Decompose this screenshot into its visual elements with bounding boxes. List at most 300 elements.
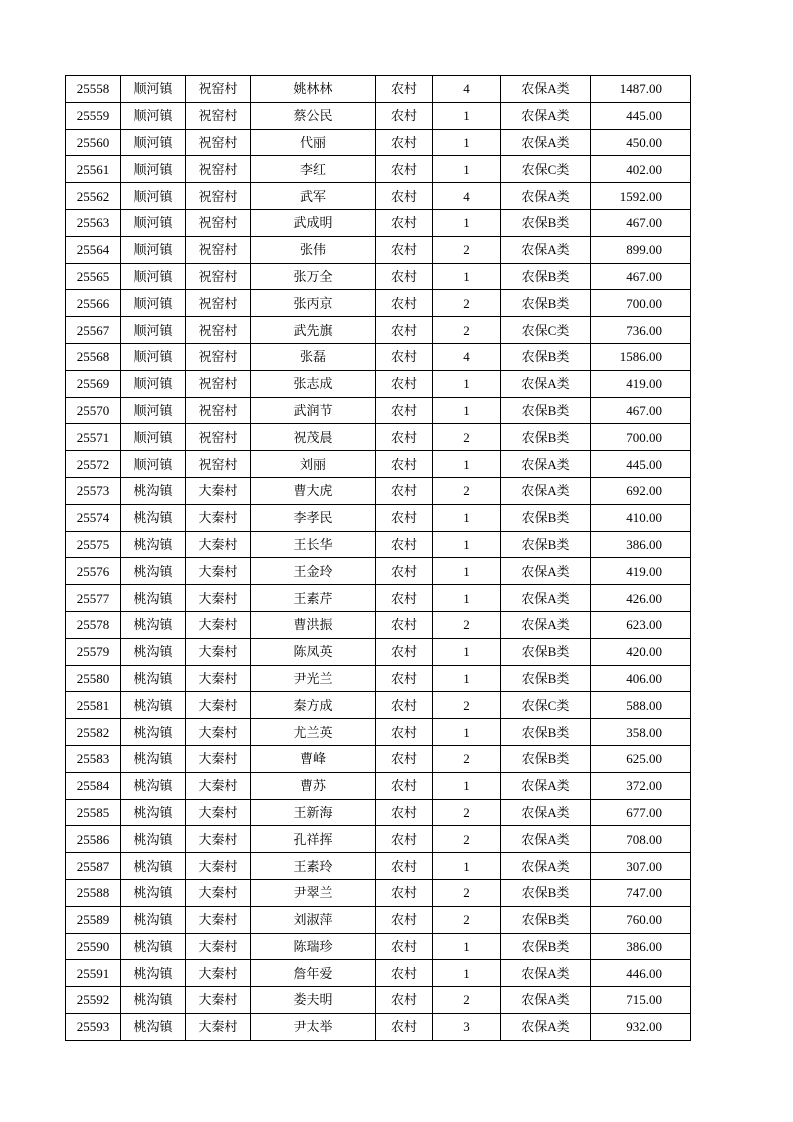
area-type-cell: 农村 bbox=[376, 263, 433, 290]
town-cell: 桃沟镇 bbox=[121, 692, 186, 719]
count-cell: 2 bbox=[433, 290, 501, 317]
town-cell: 桃沟镇 bbox=[121, 504, 186, 531]
table-row bbox=[66, 772, 691, 799]
count-cell: 1 bbox=[433, 370, 501, 397]
table-row bbox=[66, 558, 691, 585]
record-id-cell: 25569 bbox=[66, 370, 121, 397]
insurance-category-cell: 农保A类 bbox=[501, 370, 591, 397]
village-cell: 大秦村 bbox=[186, 477, 251, 504]
town-cell: 桃沟镇 bbox=[121, 853, 186, 880]
insurance-category-cell: 农保B类 bbox=[501, 263, 591, 290]
town-cell: 桃沟镇 bbox=[121, 477, 186, 504]
insurance-category-cell: 农保A类 bbox=[501, 558, 591, 585]
count-cell: 1 bbox=[433, 129, 501, 156]
person-name-cell: 王金玲 bbox=[251, 558, 376, 585]
amount-cell: 467.00 bbox=[591, 397, 691, 424]
amount-cell: 426.00 bbox=[591, 585, 691, 612]
insurance-category-cell: 农保A类 bbox=[501, 129, 591, 156]
table-row bbox=[66, 156, 691, 183]
count-cell: 1 bbox=[433, 504, 501, 531]
table-row bbox=[66, 531, 691, 558]
insurance-category-cell: 农保B类 bbox=[501, 879, 591, 906]
area-type-cell: 农村 bbox=[376, 504, 433, 531]
count-cell: 1 bbox=[433, 209, 501, 236]
town-cell: 顺河镇 bbox=[121, 263, 186, 290]
record-id-cell: 25561 bbox=[66, 156, 121, 183]
record-id-cell: 25585 bbox=[66, 799, 121, 826]
person-name-cell: 武先旗 bbox=[251, 317, 376, 344]
area-type-cell: 农村 bbox=[376, 102, 433, 129]
person-name-cell: 曹峰 bbox=[251, 745, 376, 772]
area-type-cell: 农村 bbox=[376, 799, 433, 826]
town-cell: 桃沟镇 bbox=[121, 960, 186, 987]
person-name-cell: 祝茂晨 bbox=[251, 424, 376, 451]
count-cell: 1 bbox=[433, 451, 501, 478]
person-name-cell: 尹翠兰 bbox=[251, 879, 376, 906]
record-id-cell: 25562 bbox=[66, 183, 121, 210]
insurance-category-cell: 农保B类 bbox=[501, 531, 591, 558]
area-type-cell: 农村 bbox=[376, 558, 433, 585]
person-name-cell: 曹苏 bbox=[251, 772, 376, 799]
area-type-cell: 农村 bbox=[376, 745, 433, 772]
town-cell: 顺河镇 bbox=[121, 129, 186, 156]
village-cell: 大秦村 bbox=[186, 987, 251, 1014]
table-row bbox=[66, 879, 691, 906]
amount-cell: 446.00 bbox=[591, 960, 691, 987]
insurance-category-cell: 农保B类 bbox=[501, 424, 591, 451]
count-cell: 4 bbox=[433, 343, 501, 370]
table-row bbox=[66, 129, 691, 156]
person-name-cell: 娄夫明 bbox=[251, 987, 376, 1014]
area-type-cell: 农村 bbox=[376, 156, 433, 183]
person-name-cell: 尹太举 bbox=[251, 1013, 376, 1040]
area-type-cell: 农村 bbox=[376, 719, 433, 746]
area-type-cell: 农村 bbox=[376, 129, 433, 156]
record-id-cell: 25592 bbox=[66, 987, 121, 1014]
village-cell: 祝窑村 bbox=[186, 317, 251, 344]
amount-cell: 410.00 bbox=[591, 504, 691, 531]
record-id-cell: 25578 bbox=[66, 611, 121, 638]
record-id-cell: 25589 bbox=[66, 906, 121, 933]
area-type-cell: 农村 bbox=[376, 397, 433, 424]
record-id-cell: 25576 bbox=[66, 558, 121, 585]
village-cell: 大秦村 bbox=[186, 772, 251, 799]
amount-cell: 760.00 bbox=[591, 906, 691, 933]
area-type-cell: 农村 bbox=[376, 933, 433, 960]
town-cell: 顺河镇 bbox=[121, 156, 186, 183]
village-cell: 祝窑村 bbox=[186, 263, 251, 290]
village-cell: 祝窑村 bbox=[186, 343, 251, 370]
table-row bbox=[66, 183, 691, 210]
village-cell: 祝窑村 bbox=[186, 370, 251, 397]
village-cell: 大秦村 bbox=[186, 558, 251, 585]
amount-cell: 1592.00 bbox=[591, 183, 691, 210]
record-id-cell: 25559 bbox=[66, 102, 121, 129]
amount-cell: 588.00 bbox=[591, 692, 691, 719]
count-cell: 1 bbox=[433, 156, 501, 183]
record-id-cell: 25593 bbox=[66, 1013, 121, 1040]
area-type-cell: 农村 bbox=[376, 826, 433, 853]
amount-cell: 700.00 bbox=[591, 424, 691, 451]
area-type-cell: 农村 bbox=[376, 76, 433, 103]
count-cell: 2 bbox=[433, 236, 501, 263]
village-cell: 大秦村 bbox=[186, 960, 251, 987]
area-type-cell: 农村 bbox=[376, 638, 433, 665]
record-id-cell: 25574 bbox=[66, 504, 121, 531]
insurance-category-cell: 农保A类 bbox=[501, 960, 591, 987]
record-id-cell: 25580 bbox=[66, 665, 121, 692]
village-cell: 祝窑村 bbox=[186, 290, 251, 317]
town-cell: 桃沟镇 bbox=[121, 638, 186, 665]
town-cell: 桃沟镇 bbox=[121, 879, 186, 906]
town-cell: 桃沟镇 bbox=[121, 665, 186, 692]
person-name-cell: 陈凤英 bbox=[251, 638, 376, 665]
village-cell: 大秦村 bbox=[186, 531, 251, 558]
village-cell: 大秦村 bbox=[186, 906, 251, 933]
person-name-cell: 曹大虎 bbox=[251, 477, 376, 504]
insurance-category-cell: 农保B类 bbox=[501, 290, 591, 317]
insurance-category-cell: 农保A类 bbox=[501, 611, 591, 638]
village-cell: 祝窑村 bbox=[186, 76, 251, 103]
town-cell: 顺河镇 bbox=[121, 209, 186, 236]
person-name-cell: 张丙京 bbox=[251, 290, 376, 317]
person-name-cell: 姚林林 bbox=[251, 76, 376, 103]
record-id-cell: 25558 bbox=[66, 76, 121, 103]
insurance-category-cell: 农保B类 bbox=[501, 665, 591, 692]
count-cell: 1 bbox=[433, 397, 501, 424]
town-cell: 桃沟镇 bbox=[121, 772, 186, 799]
table-row bbox=[66, 745, 691, 772]
person-name-cell: 曹洪振 bbox=[251, 611, 376, 638]
village-cell: 祝窑村 bbox=[186, 183, 251, 210]
count-cell: 2 bbox=[433, 879, 501, 906]
table-row bbox=[66, 477, 691, 504]
table-row bbox=[66, 826, 691, 853]
table-row bbox=[66, 102, 691, 129]
person-name-cell: 王素玲 bbox=[251, 853, 376, 880]
village-cell: 大秦村 bbox=[186, 853, 251, 880]
town-cell: 桃沟镇 bbox=[121, 799, 186, 826]
insurance-category-cell: 农保A类 bbox=[501, 477, 591, 504]
village-cell: 祝窑村 bbox=[186, 424, 251, 451]
person-name-cell: 代丽 bbox=[251, 129, 376, 156]
table-row bbox=[66, 665, 691, 692]
record-id-cell: 25564 bbox=[66, 236, 121, 263]
count-cell: 2 bbox=[433, 692, 501, 719]
amount-cell: 467.00 bbox=[591, 209, 691, 236]
records-table bbox=[65, 75, 691, 1041]
count-cell: 2 bbox=[433, 799, 501, 826]
village-cell: 祝窑村 bbox=[186, 129, 251, 156]
record-id-cell: 25568 bbox=[66, 343, 121, 370]
records-table-body bbox=[66, 76, 691, 1041]
person-name-cell: 秦方成 bbox=[251, 692, 376, 719]
person-name-cell: 武润节 bbox=[251, 397, 376, 424]
village-cell: 祝窑村 bbox=[186, 209, 251, 236]
person-name-cell: 王新海 bbox=[251, 799, 376, 826]
amount-cell: 307.00 bbox=[591, 853, 691, 880]
village-cell: 祝窑村 bbox=[186, 451, 251, 478]
record-id-cell: 25571 bbox=[66, 424, 121, 451]
person-name-cell: 武军 bbox=[251, 183, 376, 210]
table-row bbox=[66, 1013, 691, 1040]
record-id-cell: 25591 bbox=[66, 960, 121, 987]
person-name-cell: 刘丽 bbox=[251, 451, 376, 478]
record-id-cell: 25565 bbox=[66, 263, 121, 290]
village-cell: 大秦村 bbox=[186, 585, 251, 612]
table-row bbox=[66, 397, 691, 424]
count-cell: 2 bbox=[433, 424, 501, 451]
record-id-cell: 25566 bbox=[66, 290, 121, 317]
insurance-category-cell: 农保C类 bbox=[501, 692, 591, 719]
count-cell: 1 bbox=[433, 719, 501, 746]
village-cell: 大秦村 bbox=[186, 933, 251, 960]
town-cell: 顺河镇 bbox=[121, 343, 186, 370]
count-cell: 2 bbox=[433, 906, 501, 933]
insurance-category-cell: 农保B类 bbox=[501, 933, 591, 960]
count-cell: 1 bbox=[433, 558, 501, 585]
town-cell: 桃沟镇 bbox=[121, 933, 186, 960]
insurance-category-cell: 农保A类 bbox=[501, 183, 591, 210]
person-name-cell: 王素芹 bbox=[251, 585, 376, 612]
table-row bbox=[66, 451, 691, 478]
table-row bbox=[66, 504, 691, 531]
village-cell: 大秦村 bbox=[186, 692, 251, 719]
record-id-cell: 25579 bbox=[66, 638, 121, 665]
village-cell: 大秦村 bbox=[186, 826, 251, 853]
count-cell: 1 bbox=[433, 665, 501, 692]
count-cell: 1 bbox=[433, 638, 501, 665]
insurance-category-cell: 农保B类 bbox=[501, 397, 591, 424]
area-type-cell: 农村 bbox=[376, 1013, 433, 1040]
amount-cell: 932.00 bbox=[591, 1013, 691, 1040]
amount-cell: 445.00 bbox=[591, 451, 691, 478]
person-name-cell: 李红 bbox=[251, 156, 376, 183]
table-row bbox=[66, 585, 691, 612]
count-cell: 2 bbox=[433, 477, 501, 504]
town-cell: 桃沟镇 bbox=[121, 558, 186, 585]
table-row bbox=[66, 209, 691, 236]
count-cell: 2 bbox=[433, 745, 501, 772]
person-name-cell: 陈瑞珍 bbox=[251, 933, 376, 960]
amount-cell: 692.00 bbox=[591, 477, 691, 504]
count-cell: 3 bbox=[433, 1013, 501, 1040]
area-type-cell: 农村 bbox=[376, 236, 433, 263]
town-cell: 顺河镇 bbox=[121, 236, 186, 263]
area-type-cell: 农村 bbox=[376, 370, 433, 397]
amount-cell: 419.00 bbox=[591, 558, 691, 585]
count-cell: 1 bbox=[433, 531, 501, 558]
person-name-cell: 张万全 bbox=[251, 263, 376, 290]
record-id-cell: 25582 bbox=[66, 719, 121, 746]
table-row bbox=[66, 853, 691, 880]
area-type-cell: 农村 bbox=[376, 692, 433, 719]
area-type-cell: 农村 bbox=[376, 772, 433, 799]
record-id-cell: 25583 bbox=[66, 745, 121, 772]
record-id-cell: 25587 bbox=[66, 853, 121, 880]
person-name-cell: 詹年爱 bbox=[251, 960, 376, 987]
table-row bbox=[66, 611, 691, 638]
amount-cell: 372.00 bbox=[591, 772, 691, 799]
table-row bbox=[66, 236, 691, 263]
amount-cell: 450.00 bbox=[591, 129, 691, 156]
town-cell: 顺河镇 bbox=[121, 317, 186, 344]
count-cell: 1 bbox=[433, 960, 501, 987]
town-cell: 桃沟镇 bbox=[121, 611, 186, 638]
table-row bbox=[66, 317, 691, 344]
village-cell: 祝窑村 bbox=[186, 397, 251, 424]
amount-cell: 1487.00 bbox=[591, 76, 691, 103]
person-name-cell: 尤兰英 bbox=[251, 719, 376, 746]
area-type-cell: 农村 bbox=[376, 424, 433, 451]
amount-cell: 406.00 bbox=[591, 665, 691, 692]
person-name-cell: 蔡公民 bbox=[251, 102, 376, 129]
area-type-cell: 农村 bbox=[376, 451, 433, 478]
village-cell: 大秦村 bbox=[186, 1013, 251, 1040]
table-row bbox=[66, 987, 691, 1014]
record-id-cell: 25560 bbox=[66, 129, 121, 156]
village-cell: 大秦村 bbox=[186, 665, 251, 692]
amount-cell: 1586.00 bbox=[591, 343, 691, 370]
count-cell: 4 bbox=[433, 76, 501, 103]
record-id-cell: 25577 bbox=[66, 585, 121, 612]
amount-cell: 386.00 bbox=[591, 933, 691, 960]
area-type-cell: 农村 bbox=[376, 665, 433, 692]
town-cell: 顺河镇 bbox=[121, 424, 186, 451]
count-cell: 1 bbox=[433, 853, 501, 880]
person-name-cell: 尹光兰 bbox=[251, 665, 376, 692]
amount-cell: 467.00 bbox=[591, 263, 691, 290]
count-cell: 4 bbox=[433, 183, 501, 210]
table-row bbox=[66, 76, 691, 103]
town-cell: 顺河镇 bbox=[121, 290, 186, 317]
town-cell: 顺河镇 bbox=[121, 102, 186, 129]
town-cell: 桃沟镇 bbox=[121, 987, 186, 1014]
insurance-category-cell: 农保B类 bbox=[501, 504, 591, 531]
village-cell: 大秦村 bbox=[186, 879, 251, 906]
table-row bbox=[66, 343, 691, 370]
insurance-category-cell: 农保A类 bbox=[501, 987, 591, 1014]
village-cell: 大秦村 bbox=[186, 638, 251, 665]
town-cell: 桃沟镇 bbox=[121, 585, 186, 612]
insurance-category-cell: 农保A类 bbox=[501, 826, 591, 853]
area-type-cell: 农村 bbox=[376, 853, 433, 880]
table-row bbox=[66, 263, 691, 290]
town-cell: 桃沟镇 bbox=[121, 745, 186, 772]
table-row bbox=[66, 370, 691, 397]
area-type-cell: 农村 bbox=[376, 906, 433, 933]
area-type-cell: 农村 bbox=[376, 317, 433, 344]
area-type-cell: 农村 bbox=[376, 987, 433, 1014]
insurance-category-cell: 农保A类 bbox=[501, 585, 591, 612]
insurance-category-cell: 农保A类 bbox=[501, 772, 591, 799]
amount-cell: 677.00 bbox=[591, 799, 691, 826]
count-cell: 2 bbox=[433, 826, 501, 853]
insurance-category-cell: 农保B类 bbox=[501, 343, 591, 370]
area-type-cell: 农村 bbox=[376, 183, 433, 210]
area-type-cell: 农村 bbox=[376, 290, 433, 317]
village-cell: 大秦村 bbox=[186, 504, 251, 531]
insurance-category-cell: 农保A类 bbox=[501, 102, 591, 129]
insurance-category-cell: 农保A类 bbox=[501, 1013, 591, 1040]
amount-cell: 899.00 bbox=[591, 236, 691, 263]
count-cell: 2 bbox=[433, 611, 501, 638]
amount-cell: 700.00 bbox=[591, 290, 691, 317]
village-cell: 祝窑村 bbox=[186, 156, 251, 183]
record-id-cell: 25590 bbox=[66, 933, 121, 960]
count-cell: 2 bbox=[433, 317, 501, 344]
area-type-cell: 农村 bbox=[376, 879, 433, 906]
count-cell: 2 bbox=[433, 987, 501, 1014]
amount-cell: 402.00 bbox=[591, 156, 691, 183]
table-row bbox=[66, 424, 691, 451]
amount-cell: 419.00 bbox=[591, 370, 691, 397]
record-id-cell: 25575 bbox=[66, 531, 121, 558]
insurance-category-cell: 农保B类 bbox=[501, 638, 591, 665]
area-type-cell: 农村 bbox=[376, 531, 433, 558]
table-row bbox=[66, 906, 691, 933]
record-id-cell: 25588 bbox=[66, 879, 121, 906]
insurance-category-cell: 农保A类 bbox=[501, 236, 591, 263]
person-name-cell: 张志成 bbox=[251, 370, 376, 397]
area-type-cell: 农村 bbox=[376, 343, 433, 370]
town-cell: 桃沟镇 bbox=[121, 826, 186, 853]
amount-cell: 445.00 bbox=[591, 102, 691, 129]
town-cell: 顺河镇 bbox=[121, 76, 186, 103]
person-name-cell: 李孝民 bbox=[251, 504, 376, 531]
table-row bbox=[66, 960, 691, 987]
amount-cell: 747.00 bbox=[591, 879, 691, 906]
village-cell: 大秦村 bbox=[186, 799, 251, 826]
table-row bbox=[66, 799, 691, 826]
table-row bbox=[66, 933, 691, 960]
insurance-category-cell: 农保C类 bbox=[501, 156, 591, 183]
record-id-cell: 25563 bbox=[66, 209, 121, 236]
person-name-cell: 武成明 bbox=[251, 209, 376, 236]
table-row bbox=[66, 290, 691, 317]
record-id-cell: 25573 bbox=[66, 477, 121, 504]
village-cell: 大秦村 bbox=[186, 611, 251, 638]
person-name-cell: 刘淑萍 bbox=[251, 906, 376, 933]
amount-cell: 708.00 bbox=[591, 826, 691, 853]
area-type-cell: 农村 bbox=[376, 611, 433, 638]
count-cell: 1 bbox=[433, 933, 501, 960]
table-row bbox=[66, 638, 691, 665]
count-cell: 1 bbox=[433, 585, 501, 612]
insurance-category-cell: 农保A类 bbox=[501, 76, 591, 103]
village-cell: 大秦村 bbox=[186, 719, 251, 746]
insurance-category-cell: 农保A类 bbox=[501, 853, 591, 880]
count-cell: 1 bbox=[433, 772, 501, 799]
insurance-category-cell: 农保C类 bbox=[501, 317, 591, 344]
record-id-cell: 25570 bbox=[66, 397, 121, 424]
record-id-cell: 25586 bbox=[66, 826, 121, 853]
record-id-cell: 25572 bbox=[66, 451, 121, 478]
insurance-category-cell: 农保B类 bbox=[501, 209, 591, 236]
village-cell: 祝窑村 bbox=[186, 236, 251, 263]
table-row bbox=[66, 692, 691, 719]
village-cell: 祝窑村 bbox=[186, 102, 251, 129]
insurance-category-cell: 农保B类 bbox=[501, 906, 591, 933]
area-type-cell: 农村 bbox=[376, 209, 433, 236]
amount-cell: 715.00 bbox=[591, 987, 691, 1014]
amount-cell: 358.00 bbox=[591, 719, 691, 746]
village-cell: 大秦村 bbox=[186, 745, 251, 772]
amount-cell: 386.00 bbox=[591, 531, 691, 558]
person-name-cell: 王长华 bbox=[251, 531, 376, 558]
insurance-category-cell: 农保A类 bbox=[501, 799, 591, 826]
count-cell: 1 bbox=[433, 102, 501, 129]
